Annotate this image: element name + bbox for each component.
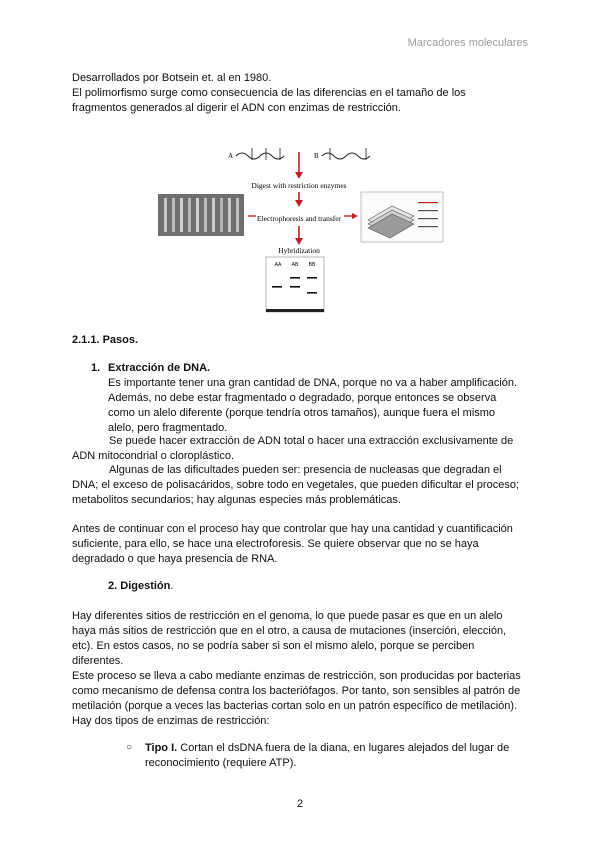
step1-paragraph-3 xyxy=(72,463,532,508)
text-line: Antes de continuar con el proceso hay que controlar que hay una cantidad y cuantificación xyxy=(72,523,513,535)
continuation-paragraph xyxy=(72,522,532,567)
text-line: Algunas de las dificultades pueden ser: presencia de nucleasas que degradan el xyxy=(109,464,502,476)
text-line: etc). En estos casos, no se podría saber si son el mismo alelo, porque se perciben xyxy=(72,640,475,652)
lane-label: AB xyxy=(291,262,299,268)
step1-number: 1. xyxy=(91,362,101,374)
chromosome-a xyxy=(236,153,284,159)
step2-trail: . xyxy=(170,580,174,592)
arrow-right-icon xyxy=(352,213,358,219)
text-line: alelo, pero fragmentado. xyxy=(108,422,228,434)
text-line: Hay diferentes sitios de restricción en el genoma, lo que puede pasar es que en un alelo xyxy=(72,610,503,622)
bullet-item xyxy=(145,741,535,771)
text-line: haya más sitios de restricción que en el otro, a causa de mutaciones (inserción, elección, xyxy=(72,625,507,637)
rflp-diagram xyxy=(156,136,446,314)
step2-title: Digestión xyxy=(120,580,171,592)
band xyxy=(290,277,300,279)
section-heading: 2.1.1. Pasos. xyxy=(72,334,139,346)
intro-line: El polimorfismo surge como consecuencia de las diferencias en el tamaño de los xyxy=(72,87,466,99)
intro-line: Desarrollados por Botsein et. al en 1980. xyxy=(72,72,272,84)
step2-heading xyxy=(108,580,408,592)
bullet-circle-icon: ○ xyxy=(126,742,133,753)
text-line: suficiente, para ello, se hace una electroforesis. Se quiere observar que no se haya xyxy=(72,538,479,550)
page-number: 2 xyxy=(296,798,304,810)
step1-paragraph-2 xyxy=(72,434,532,464)
step-electrophoresis-label: Electrophoresis and transfer xyxy=(256,214,342,223)
step1-title: Extracción de DNA. xyxy=(108,362,211,374)
digestion-paragraph-2 xyxy=(72,669,532,729)
step-hybridization-label: Hybridization xyxy=(278,246,320,255)
text-line: ADN mitocondrial o cloroplástico. xyxy=(72,450,235,462)
text-line: degradado o que haya presencia de RNA. xyxy=(72,553,278,565)
band xyxy=(307,292,317,294)
text-line: diferentes. xyxy=(72,655,124,667)
text-line: metilación (porque a veces las bacterias cortan solo en un patrón específico de metilación). xyxy=(72,700,518,712)
arrow-head-icon xyxy=(295,172,303,179)
intro-paragraph xyxy=(72,71,532,116)
step2-number: 2. xyxy=(108,580,118,592)
text-line: como un alelo diferente (porque tendría otros tamaños), aunque fuera el mismo xyxy=(108,407,496,419)
label-a: A xyxy=(228,152,234,160)
text-line: Hay dos tipos de enzimas de restricción: xyxy=(72,715,270,727)
band xyxy=(307,277,317,279)
text-line: Se puede hacer extracción de ADN total o hacer una extracción exclusivamente de xyxy=(109,435,514,447)
bullet-label: Tipo I. xyxy=(145,742,178,754)
bullet-line-1: Cortan el dsDNA fuera de la diana, en lugares alejados del lugar de xyxy=(177,742,510,754)
text-line: Este proceso se lleva a cabo mediante enzimas de restricción, son producidas por bacterias xyxy=(72,670,521,682)
arrow-head-icon xyxy=(295,200,303,207)
lane-label: BB xyxy=(308,262,316,268)
running-header: Marcadores moleculares xyxy=(407,37,528,49)
text-line xyxy=(145,741,535,756)
band xyxy=(290,286,300,288)
arrow-head-icon xyxy=(295,238,303,245)
lane-label: AA xyxy=(274,262,282,268)
text-line: metabolitos secundarios; hay algunas especies más problemáticas. xyxy=(72,494,401,506)
text-line: Es importante tener una gran cantidad de DNA, porque no va a haber amplificación. xyxy=(108,377,518,389)
step-digest-label: Digest with restriction enzymes xyxy=(251,181,347,190)
band xyxy=(272,286,282,288)
intro-line: fragmentos generados al digerir el ADN con enzimas de restricción. xyxy=(72,102,401,114)
text-line: DNA; el exceso de polisacáridos, sobre todo en vegetales, que pueden dificultar el proceso; xyxy=(72,479,519,491)
step1-paragraph-1 xyxy=(108,376,548,436)
text-line: Además, no debe estar fragmentado o degradado, porque entonces se observa xyxy=(108,392,497,404)
digestion-paragraph-1 xyxy=(72,609,532,669)
bullet-line-2: reconocimiento (requiere ATP). xyxy=(145,757,297,769)
gel-image xyxy=(158,194,244,236)
chromosome-b xyxy=(322,153,370,159)
label-b: B xyxy=(314,152,319,160)
text-line: como mecanismo de defensa contra los bacteriófagos. Por tanto, son sensibles al patrón de xyxy=(72,685,521,697)
